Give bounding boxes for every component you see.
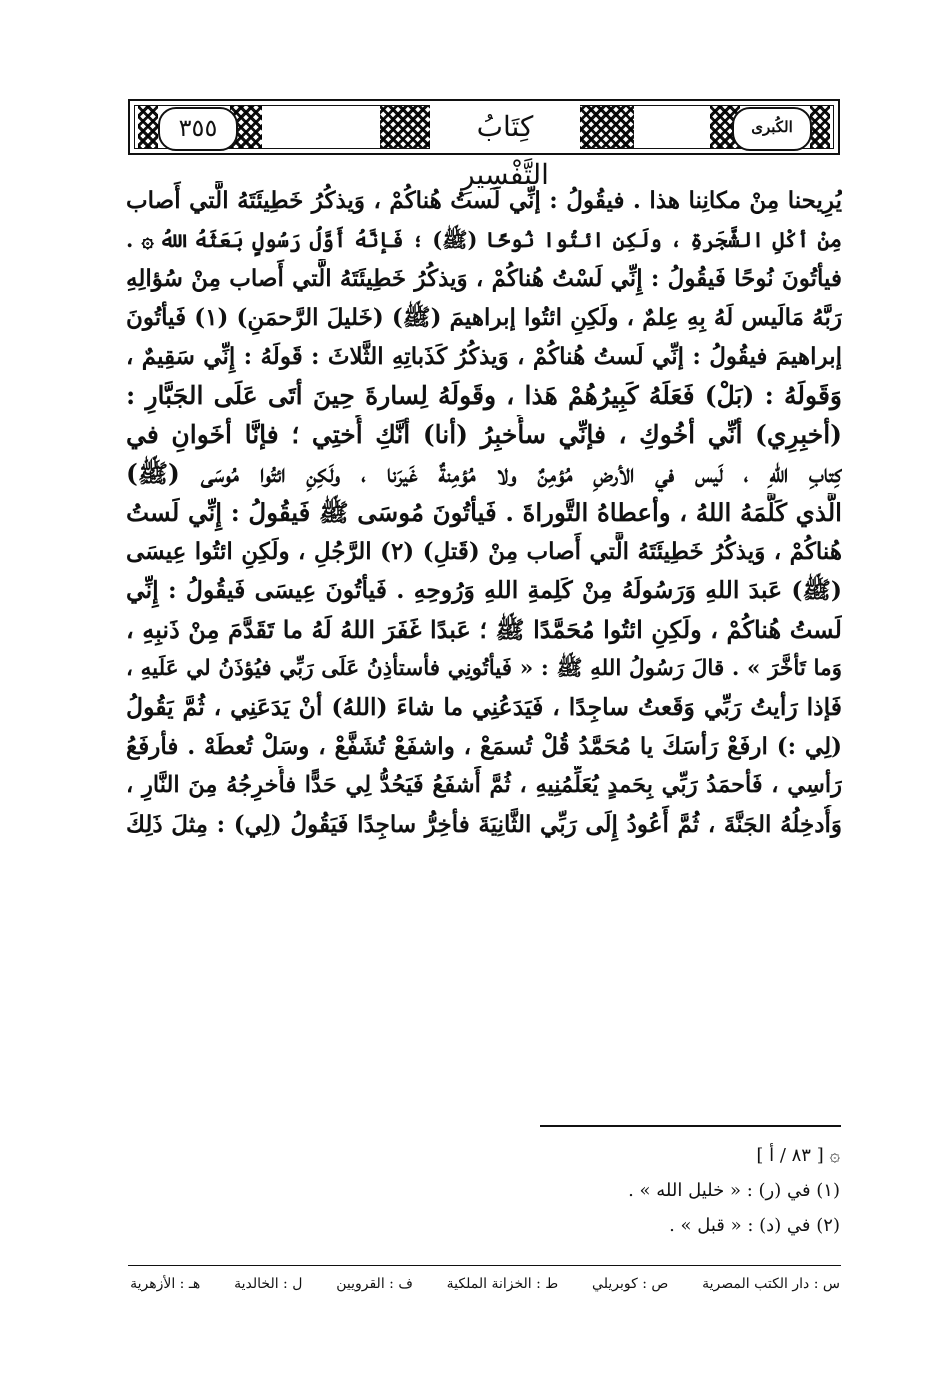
siglum: س : دار الكتب المصرية <box>702 1276 840 1292</box>
siglum: هـ : الأزهرية <box>130 1276 201 1292</box>
text-line: مِنْ أكْلِ الشَّجَرةِ ، ولَكِنِ ائتُوا نُوحًا (ﷺ) ؛ فَإنَّهُ أَوَّلُ رَسُولٍ بَعَثَهُ اللهُ ۞ . <box>126 227 842 252</box>
text-line: (ﷺ) عَبدَ اللهِ وَرَسُولَهُ مِنْ كَلِمةِ اللهِ وَرُوحِهِ . فَيأتُونَ عِيسَى فَيقُولُ : إِنِّي <box>126 576 842 604</box>
text-line: كِتابِ اللهِ ، لَيس في الأرضِ مُؤمِنٌ ولا مُؤمِنةٌ غَيرَنا ، ولَكِنِ ائتُوا مُوسَى (ﷺ) <box>126 459 842 488</box>
text-line: لَستُ هُناكُمْ ، ولَكِنِ ائتُوا مُحَمَّدًا ﷺ ؛ عَبدًا غَفَرَ اللهُ لَهُ ما تَقَدَّمَ مِنْ ذَنبِهِ ، <box>126 615 842 644</box>
text-line: وَقَولَهُ : (بَلْ) فَعَلَهُ كَبِيرُهُمْ هَذا ، وقَولَهُ لِسارةَ حِينَ أتَى عَلَى الجَبَّارِ : <box>126 381 842 410</box>
ornament-border <box>810 106 830 148</box>
page-number: ٣٥٥ <box>158 107 238 151</box>
text-line: الَّذي كَلَّمَهُ اللهُ ، وأعطاهُ التَّوراةَ . فَيأتُونَ مُوسَى ﷺ فَيقُولُ : إِنِّي لَستُ <box>126 498 842 527</box>
text-line: فَإذا رَأيتُ رَبِّي وَقَعتُ ساجِدًا ، فَيَدَعُنِي ما شاءَ (اللهُ) أنْ يَدَعَنِي ، ثُمَّ يَقُولُ <box>126 693 842 721</box>
text-line: (لِي :) ارفَعْ رَأسَكَ يا مُحَمَّدُ قُلْ تُسمَعْ ، واشفَعْ تُشَفَّعْ ، وسَلْ تُعطَهْ . فأرفَعُ <box>126 733 842 760</box>
ornament-border <box>578 106 634 148</box>
text-line: (أخبِرِي) أنِّي أخُوكِ ، فإنِّي سأُخبِرُ (أنا) أنَّكِ أُختِي ؛ فإنَّا أخَوانِ في <box>126 420 842 449</box>
main-text <box>126 181 842 844</box>
siglum: ط : الخزانة الملكية <box>446 1276 559 1292</box>
footnote-2: (٢) في (د) : « قبل » . <box>669 1215 840 1236</box>
page-header <box>128 99 840 191</box>
manuscript-sigla <box>130 1272 840 1296</box>
text-line: إبراهيمَ فيقُولُ : إنِّي لَستُ هُناكُمْ ، وَيذكُرُ كَذَباتِهِ الثَّلاثَ : قَولَهُ : إِنِّي سَقِيمٌ ، <box>126 343 842 370</box>
text-line: وَأُدخِلُهُ الجَنَّةَ ، ثُمَّ أَعُودُ إِلَى رَبِّي الثَّانِيَةَ فأخِرُّ ساجِدًا فَيَقُولُ (لِي) : مِثلَ ذَلِكَ <box>126 811 842 838</box>
footnote-1: (١) في (ر) : « خليل الله » . <box>628 1180 840 1201</box>
ornament-border <box>380 106 436 148</box>
siglum: ف : القرويين <box>336 1276 413 1292</box>
sigla-separator <box>128 1265 841 1266</box>
ornament-border <box>138 106 158 148</box>
text-line: وَما تَأخَّرَ » . قالَ رَسُولُ اللهِ ﷺ : « فَيأتُونِي فأستأذِنُ عَلَى رَبِّي فيُؤذَنُ لي عَلَيهِ ، <box>126 656 842 681</box>
text-line: هُناكُمْ ، وَيذكُرُ خَطِيئَتَهُ الَّتي أَصاب مِنْ (قَتلِ) (٢) الرَّجُلِ ، ولَكِنِ ائتُوا عِيسَى <box>126 538 842 565</box>
text-line: فيأتُونَ نُوحًا فَيقُولُ : إِنِّي لَسْتُ هُناكُمْ ، وَيذكُرُ خَطِيئَتَهُ الَّتي أَصاب مِنْ سُؤالِهِ <box>126 265 842 292</box>
footnote-separator <box>540 1125 841 1127</box>
text-line: يُرِيحنا مِنْ مكانِنا هذا . فيقُولُ : إنِّي لَستُ هُناكُمْ ، وَيذكُرُ خَطِيئَتَهُ الَّتي أَصاب <box>126 187 842 214</box>
text-line: رَبَّهُ مَالَيس لَهُ بِهِ عِلمٌ ، ولَكِنِ ائتُوا إبراهيمَ (ﷺ) (خَليلَ الرَّحمَنِ) (١) فَيأتُونَ <box>126 304 842 331</box>
text-line: رَأسِي ، فَأحمَدُ رَبِّي بِحَمدٍ يُعَلِّمُنِيهِ ، ثُمَّ أَشفَعُ فَيَحُدُّ لِي حَدًّا فأُخرِجُهُ مِنَ النَّارِ ، <box>126 772 842 798</box>
book-title-cartouche: الكُبرى <box>732 107 812 151</box>
footnotes <box>500 1138 840 1243</box>
siglum: ص : كوبريلي <box>592 1276 669 1292</box>
siglum: ل : الخالدية <box>234 1276 303 1292</box>
footnote-folio-marker: ۞ [ ٨٣ / أ ] <box>756 1145 840 1166</box>
section-title: كِتَابُ التَّفْسِيرِ <box>430 103 580 151</box>
